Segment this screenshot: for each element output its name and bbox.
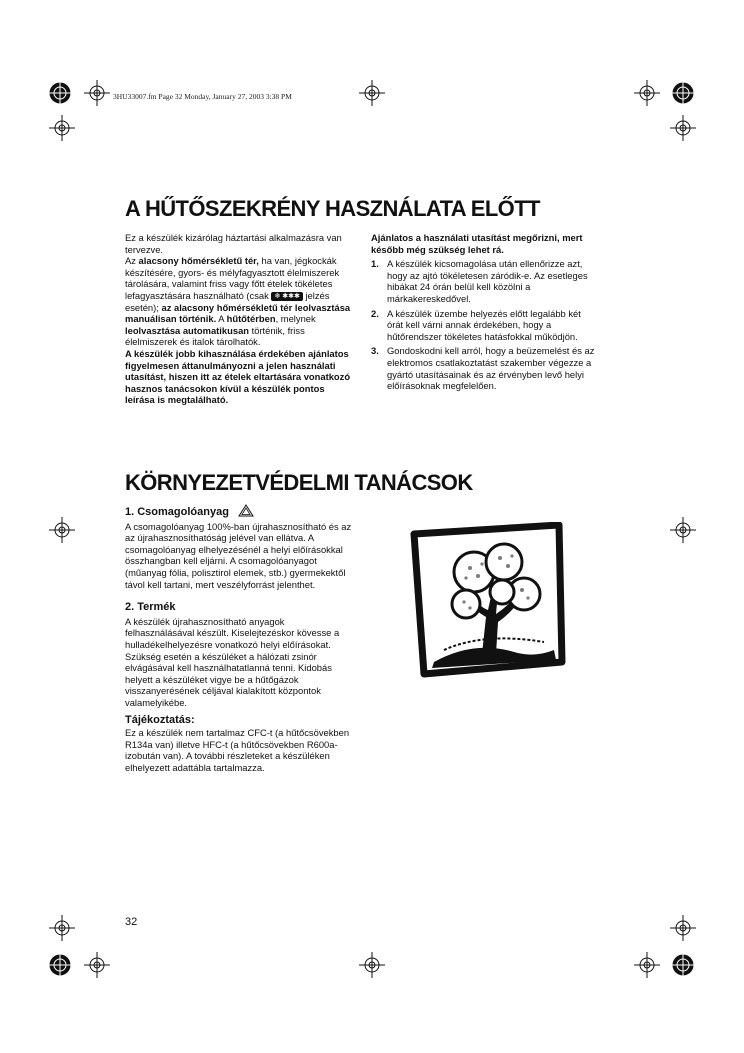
step-number: 2. [371,307,379,319]
registration-mark-icon [44,77,76,109]
keep-instructions-paragraph: Ajánlatos a használati utasítást megőrizni, mert később még szükség lehet rá. [371,232,583,255]
list-item [371,345,599,391]
registration-mark-icon [670,517,696,543]
registration-mark-icon [359,952,385,978]
step-text: A készülék kicsomagolása után ellenőrizze azt, hogy az ajtó tökéletesen záródik-e. Az esetleges hibákat 24 órán belül kell közölni a márkakereskedővel. [387,258,588,304]
environment-column [125,504,353,773]
step-number: 3. [371,345,379,357]
right-column [371,232,599,395]
file-info-header: 3HU33007.fm Page 32 Monday, January 27, 2003 3:38 PM [113,92,292,101]
section-title-before-use: A HŰTŐSZEKRÉNY HASZNÁLATA ELŐTT [125,196,540,221]
registration-mark-icon [84,952,110,978]
packaging-text: A csomagolóanyag 100%-ban újrahasznosítható és az az újrahasznosíthatóság jelével van ellátva. A csomagolóanyag elhelyezésénél a helyi előírásokkal összhangban kell eljárni. A csomagolóanyagot (műanyag fólia, polisztirol elemek, stb.) gyermekektől távol kell tartani, mert veszélyforrást jelenthet. [125,520,352,590]
registration-mark-icon [634,952,660,978]
list-item [371,258,599,304]
registration-mark-icon [634,80,660,106]
registration-mark-icon [667,77,699,109]
page-number: 32 [125,916,138,928]
info-heading: Tájékoztatás: [125,713,195,726]
left-column [125,232,353,406]
packaging-heading: 1. Csomagolóanyag [125,504,353,519]
registration-mark-icon [359,80,385,106]
registration-mark-icon [667,949,699,981]
info-text: Ez a készülék nem tartalmaz CFC-t (a hűtőcsövekben R134a van) illetve HFC-t (a hűtőcsövekben R600a-izobután van). A további részleteket a készüléken elhelyezett adattábla tartalmazza. [125,727,350,773]
product-heading: 2. Termék [125,601,176,614]
star-rating-badge: ❄ ✱✱✱ [271,292,302,301]
manual-advice-paragraph: A készülék jobb kihasználása érdekében ajánlatos figyelmesen áttanulmányozni a jelen használati utasítást, hiszen itt az ételek eltartására vonatkozó hasznos tanácsokon kívül a készülék pontos leírása is megtalálható. [125,347,351,406]
step-number: 1. [371,258,379,270]
environment-tree-illustration [404,522,569,680]
registration-mark-icon [49,115,75,141]
registration-mark-icon [49,915,75,941]
registration-mark-icon [44,949,76,981]
recycle-icon [238,504,254,517]
registration-mark-icon [84,80,110,106]
registration-mark-icon [670,915,696,941]
step-text: A készülék üzembe helyezés előtt legalább két órát kell várni annak érdekében, hogy a hűtőrendszer tökéletes hatásfokkal működjön. [387,307,581,342]
registration-mark-icon [670,115,696,141]
freezer-paragraph: Az alacsony hőmérsékletű tér, ha van, jégkockák készítésére, gyors- és mélyfagyasztott élelmiszerek tárolására, valamint friss vagy főtt ételek tökéletes lefagyasztására használható (csak ❄ ✱✱✱ jelzés esetén); az alacsony hőmérsékletű tér leolvasztása manuálisan történik. A hűtőtérben, melynek leolvasztása automatikusan történik, friss élelmiszerek és italok tárolhatók. [125,255,351,348]
step-text: Gondoskodni kell arról, hogy a beüzemelést és az elektromos csatlakoztatást szakember végezze a gyártó utasításainak és az érvényben levő helyi előírásoknak megfelelően. [387,345,595,392]
list-item [371,308,599,343]
product-text: A készülék újrahasznosítható anyagok felhasználásával készült. Kiselejtezéskor kövesse a hulladékelhelyezésre vonatkozó helyi előírásokat. Szükség esetén a készüléket a hálózati zsinór elvágásával kell használhatatlanná tenni. Kidobás helyett a készüléket vigye be a hűtőgázok visszanyerésének céljával kialakított központok valamelyikébe. [125,615,340,708]
section-title-environment: KÖRNYEZETVÉDELMI TANÁCSOK [125,470,473,495]
steps-list [371,258,599,392]
intro-paragraph: Ez a készülék kizárólag háztartási alkalmazásra van tervezve. [125,232,342,255]
registration-mark-icon [49,517,75,543]
